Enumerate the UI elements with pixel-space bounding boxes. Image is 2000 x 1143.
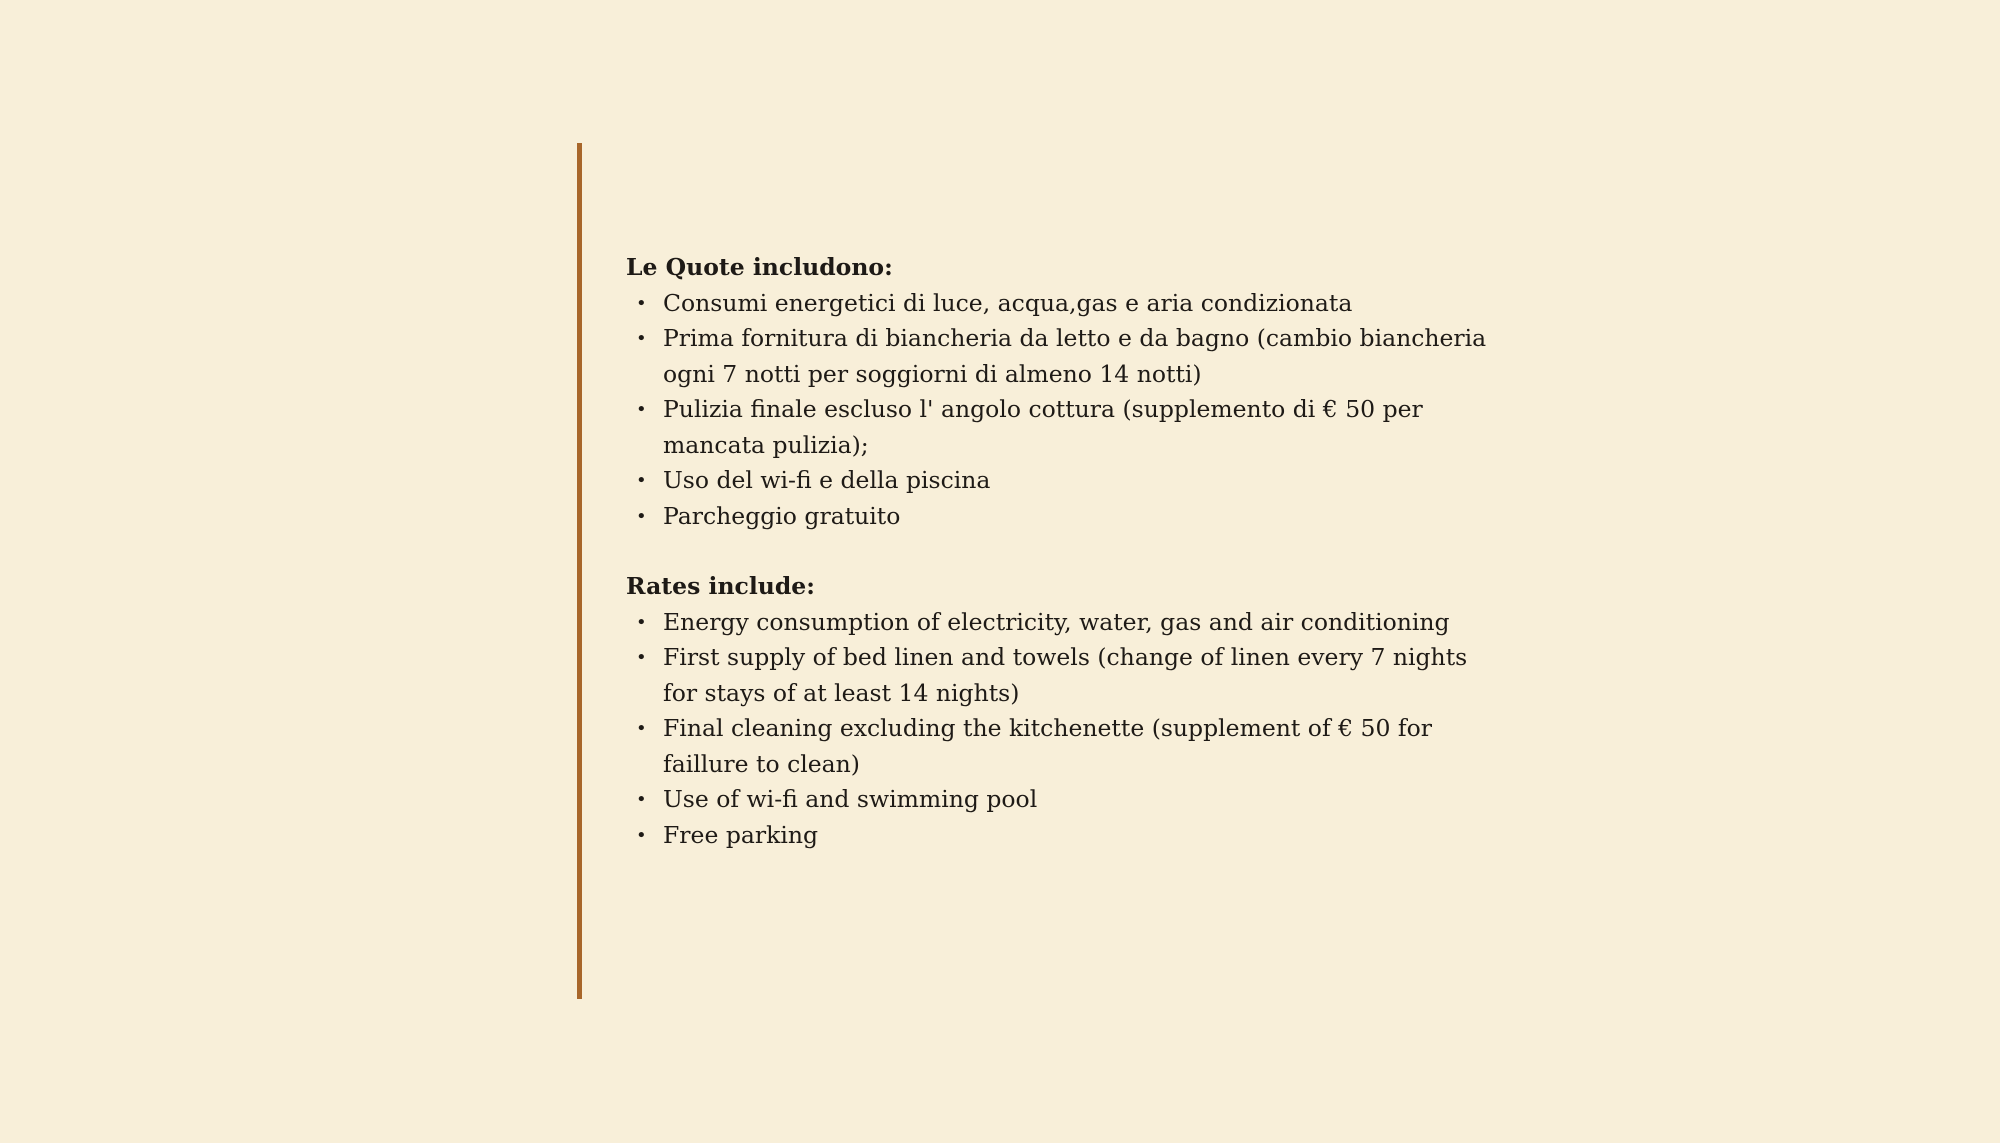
list-item-text: First supply of bed linen and towels (change of linen every 7 nights for stays of at least 14 nights) [663, 643, 1468, 707]
rates-content [626, 250, 1506, 853]
vertical-accent-line [577, 143, 582, 999]
list-item-text: Parcheggio gratuito [663, 501, 901, 530]
italian-section [626, 250, 1506, 534]
list-item-text: Prima fornitura di biancheria da letto e da bagno (cambio biancheria ogni 7 notti per soggiorni di almeno 14 notti) [663, 324, 1487, 388]
english-section [626, 569, 1506, 853]
list-item [626, 499, 1506, 535]
italian-section-title: Le Quote includono: [626, 253, 893, 281]
list-item-text: Free parking [663, 820, 819, 849]
list-item-text: Pulizia finale escluso l' angolo cottura (supplemento di € 50 per mancata pulizia); [663, 395, 1423, 459]
list-item-text: Energy consumption of electricity, water, gas and air conditioning [663, 607, 1450, 636]
list-item-text: Final cleaning excluding the kitchenette (supplement of € 50 for faillure to clean) [663, 714, 1432, 778]
bullet-icon: • [636, 399, 647, 420]
list-item [626, 640, 1506, 711]
list-item [626, 321, 1506, 392]
bullet-icon: • [636, 470, 647, 491]
list-item [626, 782, 1506, 818]
list-item-text: Uso del wi-fi e della piscina [663, 466, 991, 494]
bullet-icon: • [636, 505, 647, 527]
bullet-icon: • [636, 292, 647, 314]
list-item-text: Consumi energetici di luce, acqua,gas e aria condizionata [663, 288, 1353, 317]
list-item [626, 392, 1506, 463]
bullet-icon: • [636, 718, 647, 739]
bullet-icon: • [636, 789, 647, 810]
english-section-title: Rates include: [626, 572, 815, 600]
bullet-icon: • [636, 824, 647, 846]
list-item [626, 605, 1506, 641]
italian-included-list [626, 286, 1506, 535]
list-item [626, 463, 1506, 499]
list-item [626, 818, 1506, 854]
list-item [626, 286, 1506, 322]
bullet-icon: • [636, 647, 647, 668]
list-item-text: Use of wi-fi and swimming pool [663, 785, 1038, 813]
bullet-icon: • [636, 328, 647, 349]
list-item [626, 711, 1506, 782]
bullet-icon: • [636, 611, 647, 633]
english-included-list [626, 605, 1506, 854]
